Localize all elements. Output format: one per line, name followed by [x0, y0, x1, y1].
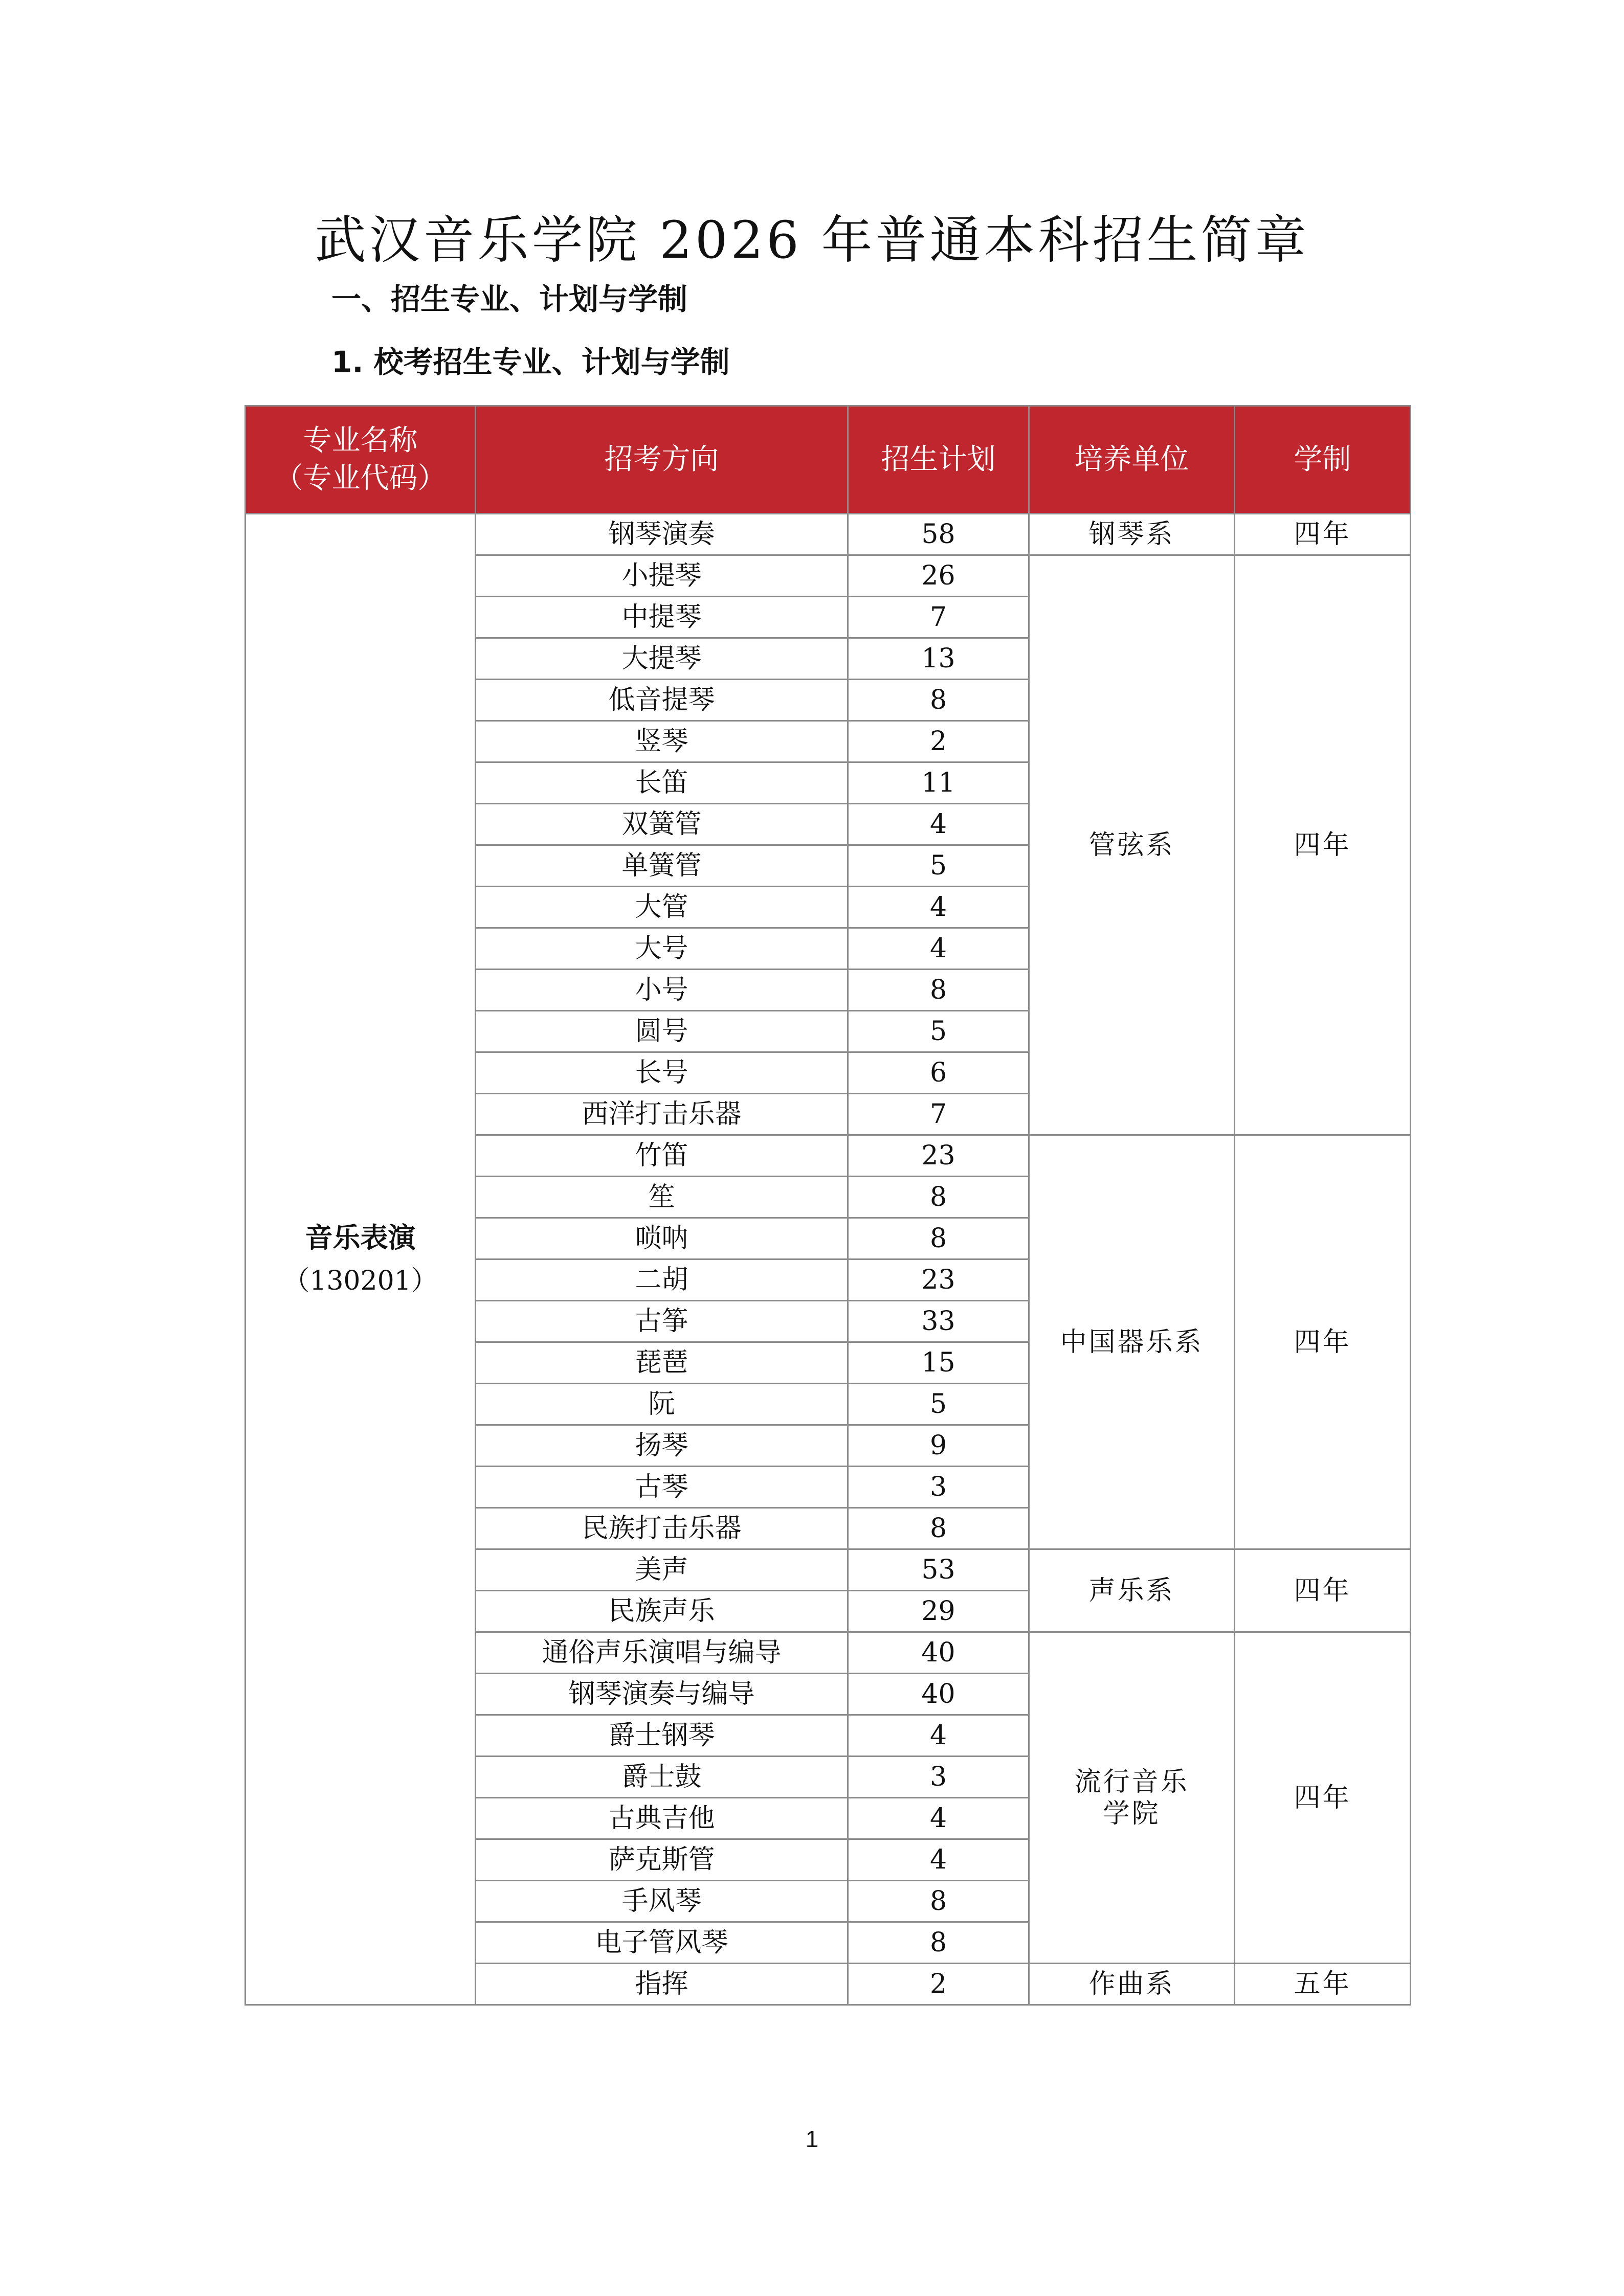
plan-cell: 2: [848, 721, 1029, 762]
unit-cell: [1029, 1135, 1235, 1549]
major-cell: [246, 514, 476, 2005]
unit-cell: [1029, 555, 1235, 1135]
plan-cell: 8: [848, 680, 1029, 721]
direction-cell: 民族声乐: [476, 1591, 848, 1632]
plan-cell: 8: [848, 1508, 1029, 1549]
years-cell: 五年: [1235, 1964, 1411, 2005]
plan-cell: 58: [848, 514, 1029, 555]
years-cell: 四年: [1235, 514, 1411, 555]
plan-cell: 23: [848, 1259, 1029, 1301]
direction-cell: 钢琴演奏: [476, 514, 848, 555]
plan-cell: 8: [848, 1922, 1029, 1964]
plan-cell: 40: [848, 1674, 1029, 1715]
header-major-code: （专业代码）: [274, 462, 447, 495]
years-cell: 四年: [1235, 1135, 1411, 1549]
unit-label: 钢琴系: [1088, 519, 1175, 550]
header-major: [246, 406, 476, 514]
plan-cell: 4: [848, 1715, 1029, 1757]
years-cell: 四年: [1235, 555, 1411, 1135]
direction-cell: 圆号: [476, 1011, 848, 1052]
plan-cell: 15: [848, 1342, 1029, 1384]
page-title: 武汉音乐学院 2026 年普通本科招生简章: [315, 210, 1309, 270]
direction-cell: 萨克斯管: [476, 1839, 848, 1881]
plan-cell: 7: [848, 1094, 1029, 1135]
direction-cell: 民族打击乐器: [476, 1508, 848, 1549]
plan-cell: 8: [848, 1881, 1029, 1922]
plan-cell: 4: [848, 928, 1029, 970]
plan-cell: 26: [848, 555, 1029, 597]
plan-cell: 4: [848, 804, 1029, 845]
plan-cell: 8: [848, 970, 1029, 1011]
direction-cell: 指挥: [476, 1964, 848, 2005]
direction-cell: 竖琴: [476, 721, 848, 762]
direction-cell: 琵琶: [476, 1342, 848, 1384]
table-body: [246, 514, 1411, 2005]
plan-cell: 11: [848, 762, 1029, 804]
plan-cell: 5: [848, 1011, 1029, 1052]
direction-cell: 古琴: [476, 1467, 848, 1508]
unit-cell: [1029, 1964, 1235, 2005]
direction-cell: 手风琴: [476, 1881, 848, 1922]
plan-cell: 3: [848, 1757, 1029, 1798]
header-direction: 招考方向: [476, 406, 848, 514]
direction-cell: 古筝: [476, 1301, 848, 1342]
direction-cell: 电子管风琴: [476, 1922, 848, 1964]
plan-cell: 6: [848, 1052, 1029, 1094]
plan-cell: 33: [848, 1301, 1029, 1342]
admission-plan-table: [244, 405, 1411, 2006]
unit-label: 管弦系: [1088, 829, 1175, 861]
direction-cell: 小提琴: [476, 555, 848, 597]
plan-cell: 29: [848, 1591, 1029, 1632]
plan-cell: 2: [848, 1964, 1029, 2005]
unit-cell: [1029, 514, 1235, 555]
direction-cell: 笙: [476, 1177, 848, 1218]
header-major-name: 专业名称: [303, 424, 418, 457]
unit-label: 中国器乐系: [1060, 1326, 1204, 1358]
direction-cell: 西洋打击乐器: [476, 1094, 848, 1135]
direction-cell: 美声: [476, 1549, 848, 1591]
plan-cell: 4: [848, 1798, 1029, 1839]
page-number: 1: [805, 2126, 819, 2152]
table-row: [246, 514, 1411, 555]
direction-cell: 通俗声乐演唱与编导: [476, 1632, 848, 1674]
plan-cell: 4: [848, 887, 1029, 928]
unit-label: 作曲系: [1088, 1969, 1175, 1999]
direction-cell: 爵士鼓: [476, 1757, 848, 1798]
direction-cell: 古典吉他: [476, 1798, 848, 1839]
plan-cell: 13: [848, 638, 1029, 680]
header-unit: 培养单位: [1029, 406, 1235, 514]
direction-cell: 大号: [476, 928, 848, 970]
sub-heading: 1. 校考招生专业、计划与学制: [331, 345, 730, 379]
header-years: 学制: [1235, 406, 1411, 514]
years-cell: 四年: [1235, 1549, 1411, 1632]
plan-cell: 53: [848, 1549, 1029, 1591]
unit-label: 声乐系: [1088, 1575, 1175, 1606]
plan-cell: 5: [848, 1384, 1029, 1425]
direction-cell: 大管: [476, 887, 848, 928]
direction-cell: 低音提琴: [476, 680, 848, 721]
plan-cell: 8: [848, 1218, 1029, 1259]
direction-cell: 小号: [476, 970, 848, 1011]
plan-cell: 7: [848, 597, 1029, 638]
direction-cell: 钢琴演奏与编导: [476, 1674, 848, 1715]
unit-cell: [1029, 1632, 1235, 1964]
plan-cell: 23: [848, 1135, 1029, 1177]
header-plan: 招生计划: [848, 406, 1029, 514]
direction-cell: 双簧管: [476, 804, 848, 845]
section-heading: 一、招生专业、计划与学制: [331, 282, 688, 317]
direction-cell: 长号: [476, 1052, 848, 1094]
direction-cell: 扬琴: [476, 1425, 848, 1467]
direction-cell: 唢呐: [476, 1218, 848, 1259]
direction-cell: 竹笛: [476, 1135, 848, 1177]
direction-cell: 单簧管: [476, 845, 848, 887]
unit-cell: [1029, 1549, 1235, 1632]
plan-cell: 9: [848, 1425, 1029, 1467]
unit-label: 流行音乐: [1074, 1766, 1189, 1797]
direction-cell: 大提琴: [476, 638, 848, 680]
plan-cell: 4: [848, 1839, 1029, 1881]
direction-cell: 爵士钢琴: [476, 1715, 848, 1757]
table-header-row: [246, 406, 1411, 514]
major-code: （130201）: [283, 1265, 438, 1296]
direction-cell: 二胡: [476, 1259, 848, 1301]
plan-cell: 5: [848, 845, 1029, 887]
major-name: 音乐表演: [305, 1221, 416, 1254]
direction-cell: 阮: [476, 1384, 848, 1425]
plan-cell: 3: [848, 1467, 1029, 1508]
years-cell: 四年: [1235, 1632, 1411, 1964]
plan-cell: 8: [848, 1177, 1029, 1218]
unit-label: 学院: [1103, 1798, 1161, 1829]
plan-cell: 40: [848, 1632, 1029, 1674]
direction-cell: 中提琴: [476, 597, 848, 638]
direction-cell: 长笛: [476, 762, 848, 804]
